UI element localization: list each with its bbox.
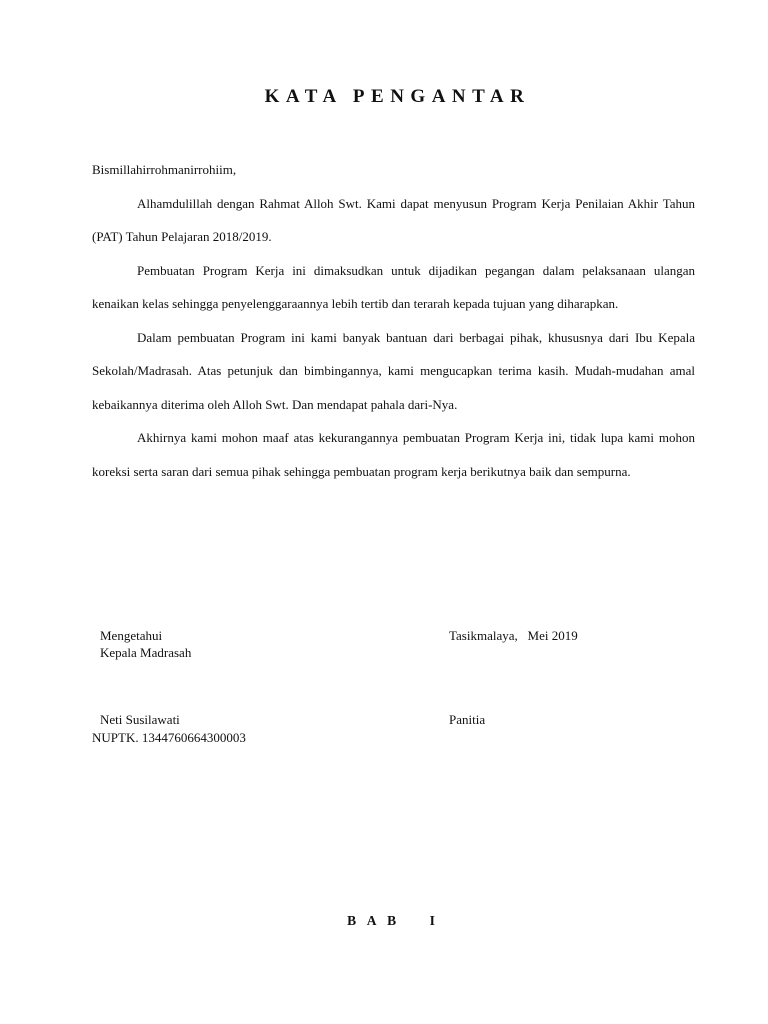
signature-principal-title: Kepala Madrasah xyxy=(100,645,192,660)
paragraph-4: Akhirnya kami mohon maaf atas kekurangannya pembuatan Program Kerja ini, tidak lupa kami mohon koreksi serta saran dari semua pihak sehingga pembuatan program kerja berikutnya baik dan sempurna. xyxy=(92,430,695,479)
signature-principal-id: NUPTK. 1344760664300003 xyxy=(92,730,246,745)
signature-acknowledged-label: Mengetahui xyxy=(100,628,163,643)
paragraph-2: Pembuatan Program Kerja ini dimaksudkan untuk dijadikan pegangan dalam pelaksanaan ulangan kenaikan kelas sehingga penyelenggaraannya lebih tertib dan terarah kepada tujuan yang diharapkan. xyxy=(92,262,695,311)
signature-place-date: Tasikmalaya, Mei 2019 xyxy=(449,628,578,643)
body-text xyxy=(92,153,695,488)
next-section-heading: B A B I xyxy=(347,913,439,928)
paragraph-3: Dalam pembuatan Program ini kami banyak bantuan dari berbagai pihak, khususnya dari Ibu Kepala Sekolah/Madrasah. Atas petunjuk dan bimbingannya, kami mengucapkan terima kasih. Mudah-mudahan amal kebaikannya diterima oleh Alloh Swt. Dan mendapat pahala dari-Nya. xyxy=(92,329,695,412)
paragraph-1: Alhamdulillah dengan Rahmat Alloh Swt. Kami dapat menyusun Program Kerja Penilaian Akhir Tahun (PAT) Tahun Pelajaran 2018/2019. xyxy=(92,195,695,244)
signature-committee-role: Panitia xyxy=(449,712,486,727)
salutation: Bismillahirrohmanirrohiim, xyxy=(92,162,237,177)
page-title: KATA PENGANTAR xyxy=(264,86,531,107)
signature-principal-name: Neti Susilawati xyxy=(100,712,180,727)
